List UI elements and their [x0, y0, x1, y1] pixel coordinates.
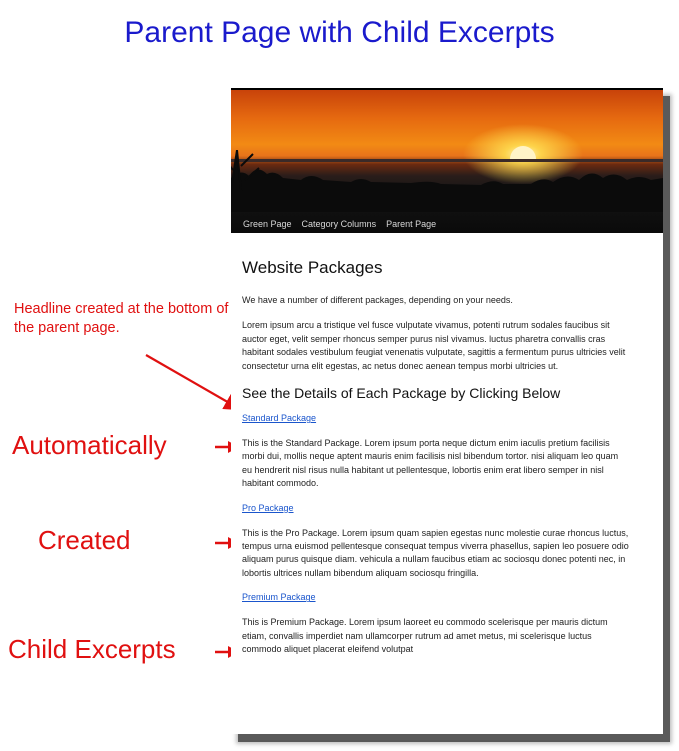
- header-banner: [231, 88, 663, 233]
- intro-paragraph: We have a number of different packages, depending on your needs.: [242, 295, 513, 305]
- label-created: Created: [38, 525, 131, 555]
- children-heading: See the Details of Each Package by Clicking Below: [242, 385, 561, 402]
- nav-item-category-columns[interactable]: Category Columns: [301, 218, 377, 229]
- label-automatically: Automatically: [12, 430, 167, 460]
- nav-item-green-page[interactable]: Green Page: [243, 218, 292, 229]
- website-page: [231, 88, 663, 734]
- page-heading: Website Packages: [242, 258, 383, 277]
- figure-title: Parent Page with Child Excerpts: [124, 16, 555, 49]
- child-link-premium[interactable]: Premium Package: [242, 592, 316, 603]
- child-excerpt-premium: This is Premium Package. Lorem ipsum laoreet eu commodo scelerisque per mauris dictum etiam, convallis imperdiet nam ullamcorper rutrum ad amet metus, mi scelerisque luctus commodo aliquet placerat eleifend volutpat: [242, 617, 608, 655]
- body-paragraph: Lorem ipsum arcu a tristique vel fusce vulputate vivamus, potenti rutrum sodales faucibus sit auctor eget, velit semper rhoncus semper purus nisl vivamus. luctus pharetra convallis cras habitant sodales vestibulum feugiat venenatis vulputate, sagittis a fermentum purus ultricies velit consectetur urna elit egestas, ac netus donec aenean tempus morbi ultricies ut.: [242, 320, 626, 371]
- tree-silhouette-icon: [231, 150, 663, 212]
- child-link-pro[interactable]: Pro Package: [242, 502, 294, 513]
- label-child-excerpts: Child Excerpts: [8, 634, 176, 664]
- main-nav: [231, 212, 663, 235]
- child-link-standard[interactable]: Standard Package: [242, 413, 317, 424]
- child-excerpt-standard: This is the Standard Package. Lorem ipsum porta neque dictum enim iaculis pretium facilisis morbi dui, mollis neque aptent mauris enim facilisis nisl bibendum tortor. nisi aliquam leo quam eu hendrerit nisl risus nulla habitant ut pellentesque, lobortis enim erat libero semper in nisl habitant commodo.: [242, 438, 619, 489]
- page-content: [242, 258, 630, 669]
- child-excerpt-pro: This is the Pro Package. Lorem ipsum quam sapien egestas nunc molestie curae rhoncus luctus, tempus urna euismod pellentesque consequat tempus viverra phasellus, sapien leo posuere odio aliquam purus quisque diam. vehicula a nullam faucibus etiam ac sociosqu donec potenti nec, in lobortis ultrices nullam bibendum aliquam sociosqu fringilla.: [242, 527, 629, 578]
- nav-item-parent-page[interactable]: Parent Page: [386, 218, 437, 229]
- annotation-note: Headline created at the bottom of the parent page.: [14, 301, 229, 336]
